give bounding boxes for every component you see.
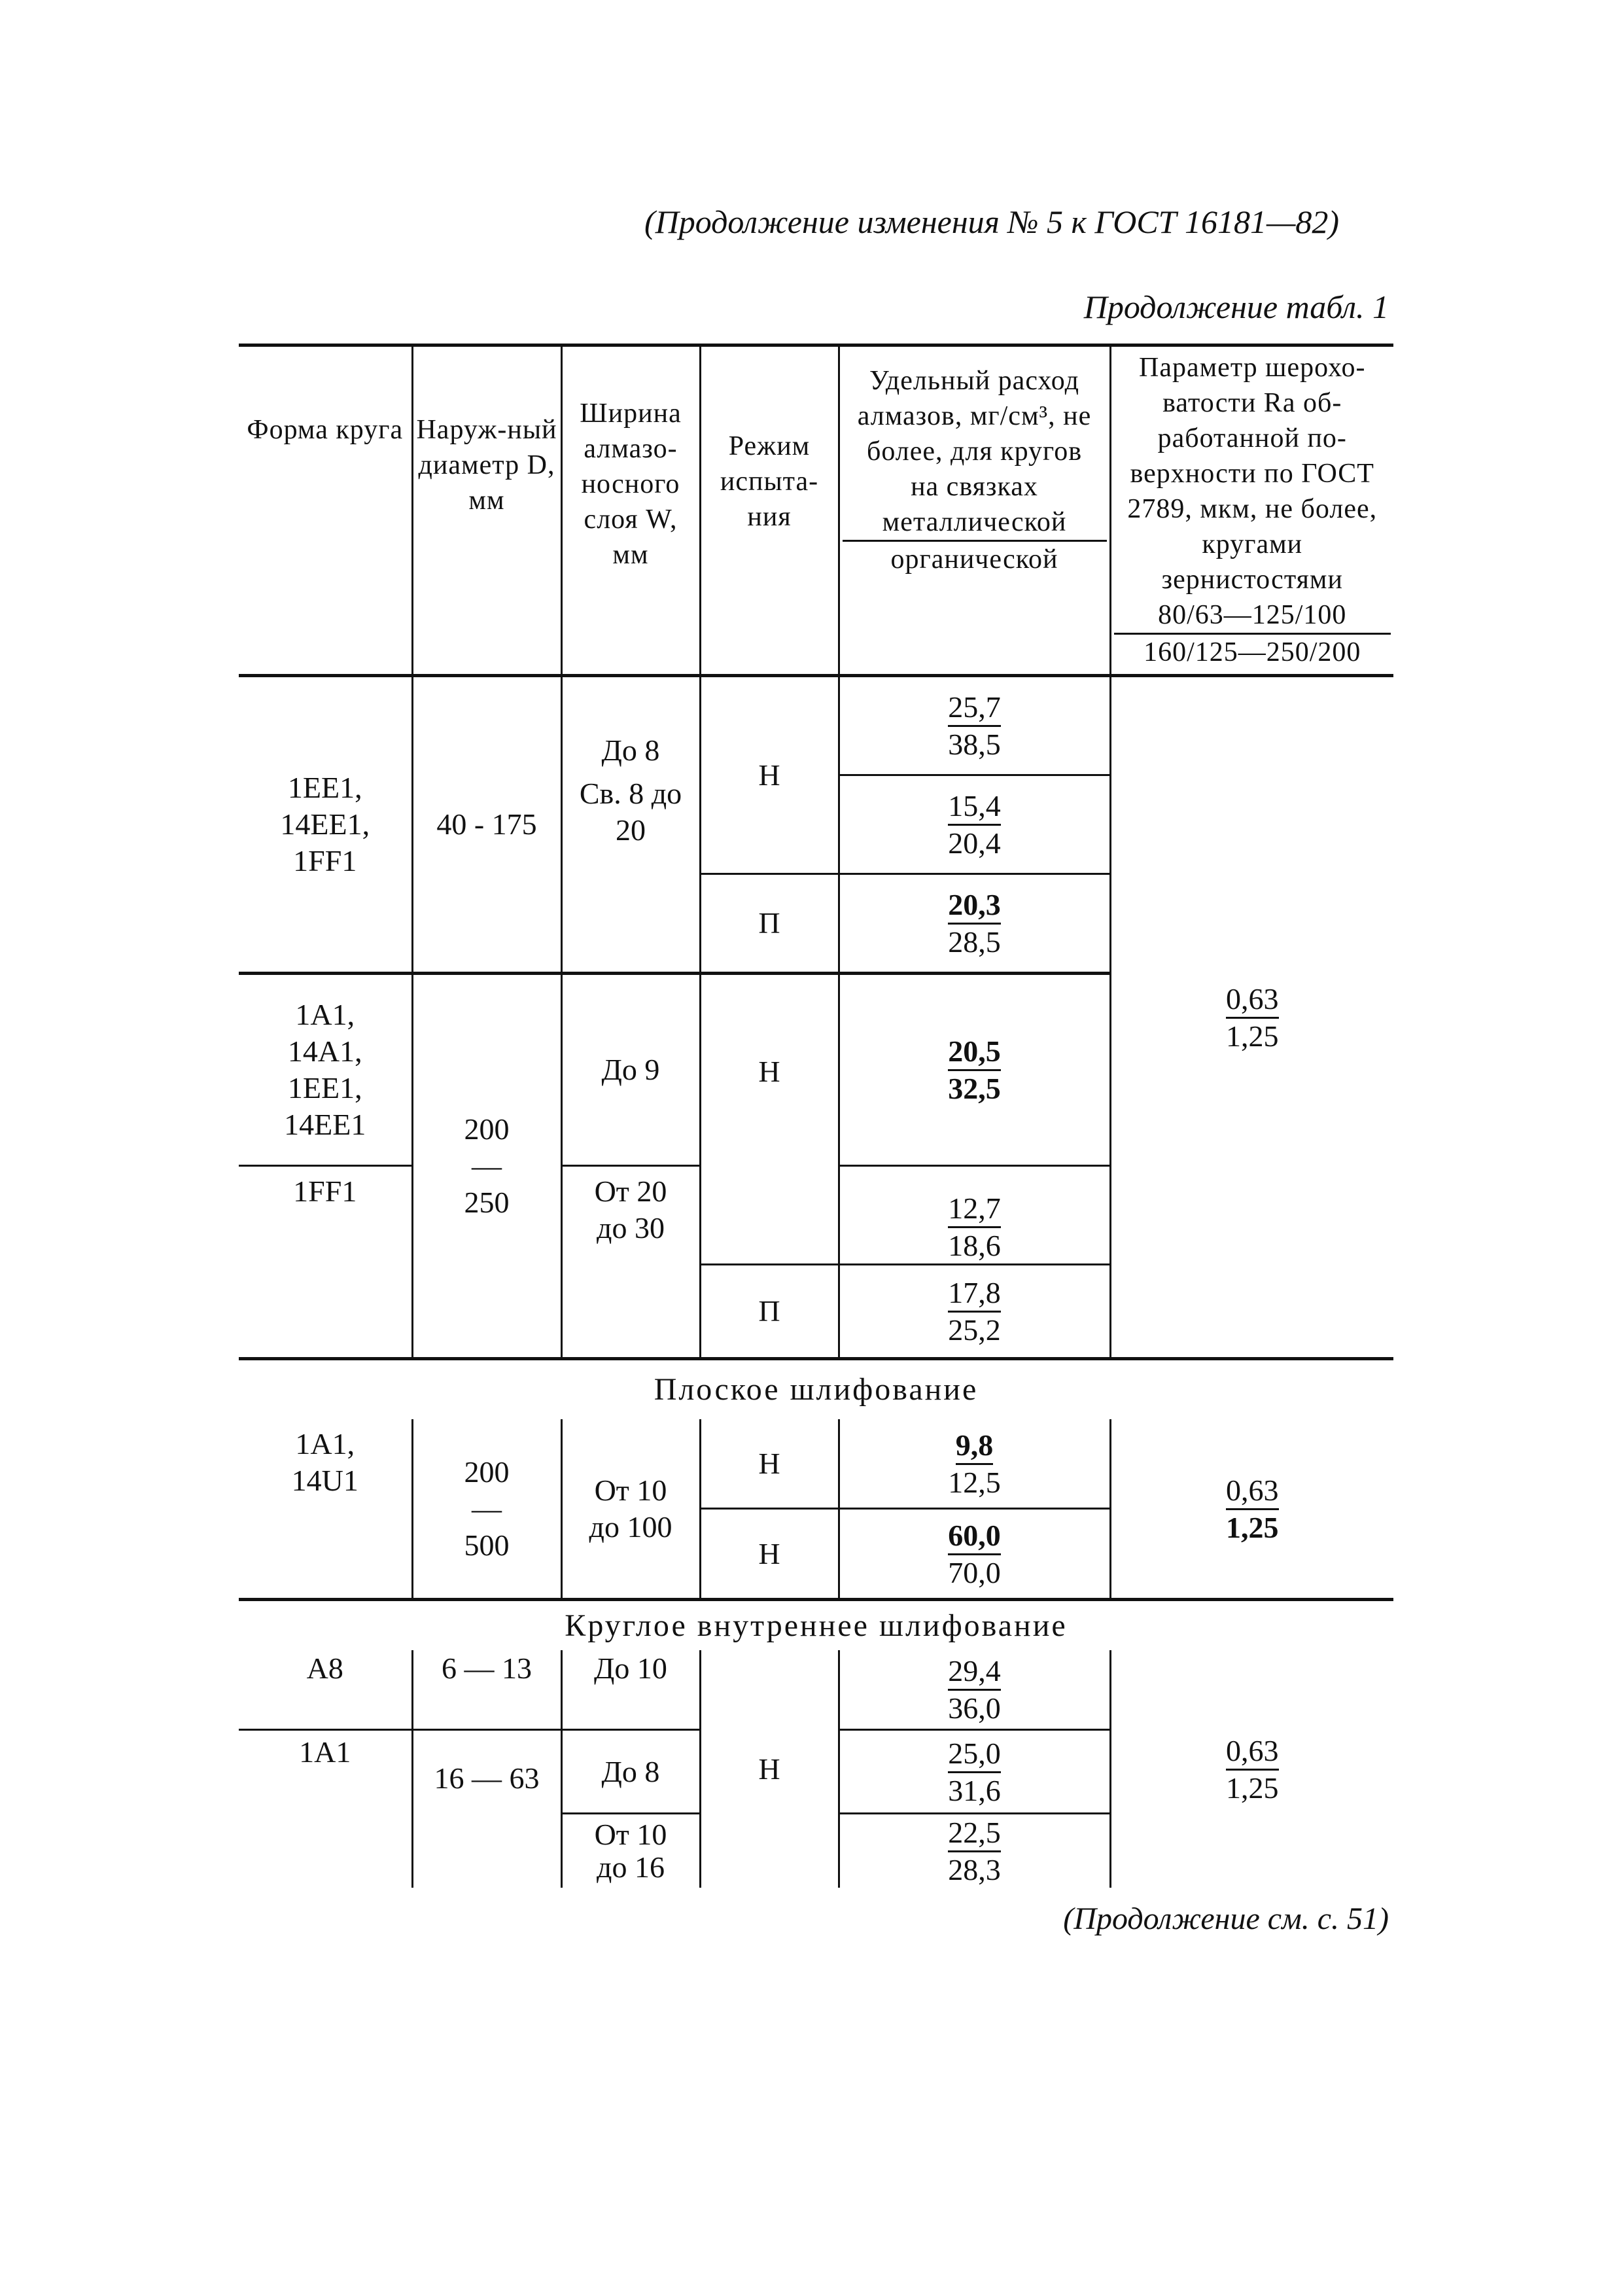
width-cell: До 10	[561, 1650, 700, 1730]
col-header-consumption-bottom: органической	[890, 544, 1058, 574]
consumption-metal: 25,0	[948, 1736, 1001, 1773]
consumption-cell	[839, 974, 1110, 1166]
table-row	[239, 676, 1393, 775]
consumption-organic: 25,2	[948, 1313, 1001, 1347]
consumption-organic: 32,5	[948, 1072, 1001, 1105]
consumption-organic: 18,6	[948, 1229, 1001, 1262]
mode-cell: Н	[700, 676, 839, 874]
consumption-cell	[839, 775, 1110, 874]
shape-cell: 1A1, 14A1, 1EE1, 14EE1	[239, 974, 412, 1166]
consumption-organic: 28,5	[948, 925, 1001, 959]
table-row	[239, 1419, 1393, 1509]
col-header-diameter: Наруж-ный диаметр D, мм	[412, 345, 561, 676]
col-header-consumption	[839, 345, 1110, 676]
shape-cell: 1FF1	[239, 1166, 412, 1359]
consumption-metal: 29,4	[948, 1653, 1001, 1691]
roughness-bottom: 1,25	[1226, 1019, 1279, 1053]
consumption-cell	[839, 1814, 1110, 1888]
consumption-organic: 28,3	[948, 1853, 1001, 1886]
shape-cell: 1A1, 14U1	[239, 1419, 412, 1600]
table-header-row	[239, 345, 1393, 676]
consumption-organic: 20,4	[948, 826, 1001, 860]
consumption-metal: 20,3	[948, 887, 1001, 925]
diameter-cell: 200 — 250	[412, 974, 561, 1359]
width-cell: От 10 до 16	[561, 1814, 700, 1888]
roughness-top: 0,63	[1226, 981, 1279, 1019]
consumption-metal: 12,7	[948, 1191, 1001, 1228]
roughness-cell	[1110, 1650, 1393, 1888]
section-title-internal: Круглое внутреннее шлифование	[239, 1600, 1393, 1651]
consumption-organic: 12,5	[948, 1465, 1001, 1499]
consumption-metal: 9,8	[956, 1428, 994, 1465]
width-cell: Св. 8 до 20	[561, 775, 700, 974]
width-cell: До 8	[561, 1730, 700, 1814]
diameter-cell: 16 — 63	[412, 1730, 561, 1888]
consumption-cell	[839, 1650, 1110, 1730]
diameter-cell: 200 — 500	[412, 1419, 561, 1600]
width-cell: От 10 до 100	[561, 1419, 700, 1600]
consumption-organic: 70,0	[948, 1555, 1001, 1589]
col-header-mode: Режим испыта-ния	[700, 345, 839, 676]
col-header-roughness-top: Параметр шерохо-ватости Ra об-работанной по-верхности по ГОСТ 2789, мкм, не более, кругами зернистостями 80/63—125/100	[1114, 350, 1391, 635]
mode-cell: П	[700, 1265, 839, 1359]
roughness-top: 0,63	[1226, 1473, 1279, 1510]
consumption-metal: 17,8	[948, 1275, 1001, 1313]
consumption-cell	[839, 1419, 1110, 1509]
shape-cell: A8	[239, 1650, 412, 1730]
col-header-consumption-top: Удельный расход алмазов, мг/см³, не более, для кругов на связках металлической	[843, 363, 1107, 542]
diameter-cell: 40 - 175	[412, 676, 561, 974]
shape-cell: 1EE1, 14EE1, 1FF1	[239, 676, 412, 974]
roughness-bottom: 1,25	[1226, 1771, 1279, 1805]
mode-cell: Н	[700, 974, 839, 1265]
consumption-metal: 20,5	[948, 1034, 1001, 1071]
col-header-width: Ширина алмазо-носного слоя W, мм	[561, 345, 700, 676]
consumption-cell	[839, 1509, 1110, 1600]
consumption-metal: 25,7	[948, 690, 1001, 727]
page-header: (Продолжение изменения № 5 к ГОСТ 16181—82)	[644, 203, 1340, 240]
width-cell: От 20 до 30	[561, 1166, 700, 1359]
mode-cell: П	[700, 874, 839, 974]
roughness-cell	[1110, 676, 1393, 1359]
roughness-cell	[1110, 1419, 1393, 1600]
roughness-top: 0,63	[1226, 1733, 1279, 1771]
width-cell: До 8	[561, 676, 700, 775]
consumption-metal: 22,5	[948, 1815, 1001, 1852]
table-caption: Продолжение табл. 1	[1083, 289, 1389, 325]
roughness-bottom: 1,25	[1226, 1510, 1279, 1544]
consumption-cell	[839, 874, 1110, 974]
consumption-metal: 15,4	[948, 788, 1001, 826]
consumption-organic: 36,0	[948, 1691, 1001, 1725]
mode-cell: Н	[700, 1419, 839, 1509]
section-row	[239, 1359, 1393, 1420]
col-header-shape: Форма круга	[239, 345, 412, 676]
specification-table	[239, 344, 1393, 1888]
consumption-cell	[839, 1730, 1110, 1814]
consumption-organic: 38,5	[948, 728, 1001, 761]
consumption-organic: 31,6	[948, 1773, 1001, 1807]
section-row	[239, 1600, 1393, 1651]
consumption-cell	[839, 1166, 1110, 1265]
consumption-cell	[839, 676, 1110, 775]
section-title-flat: Плоское шлифование	[239, 1359, 1393, 1420]
consumption-cell	[839, 1265, 1110, 1359]
page-footer: (Продолжение см. с. 51)	[1063, 1901, 1389, 1936]
col-header-roughness-bottom: 160/125—250/200	[1143, 637, 1361, 667]
shape-cell: 1A1	[239, 1730, 412, 1888]
width-cell: До 9	[561, 974, 700, 1166]
mode-cell: Н	[700, 1509, 839, 1600]
table-row	[239, 1650, 1393, 1730]
diameter-cell: 6 — 13	[412, 1650, 561, 1730]
col-header-roughness	[1110, 345, 1393, 676]
consumption-metal: 60,0	[948, 1518, 1001, 1555]
mode-cell: Н	[700, 1650, 839, 1888]
